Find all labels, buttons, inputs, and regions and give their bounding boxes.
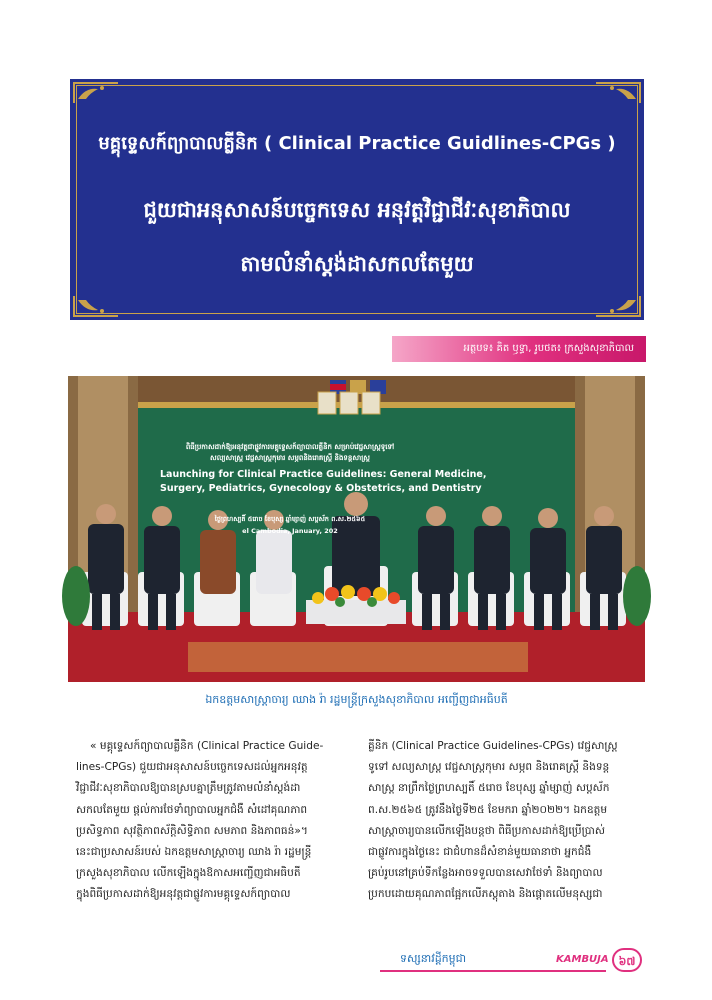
- photo-banner-text: ពិធីប្រកាសដាក់ឱ្យអនុវត្តជាផ្លូវការមគ្គុទ្ទេសក៍ព្យាបាលគ្លីនិក សម្រាប់វេជ្ជសាស្ត្រទូទៅ: [185, 443, 395, 451]
- paragraph-line: នេះជាប្រសាសន៍របស់ ឯកឧត្តមសាស្ត្រាចារ្យ ឈាង រ៉ា រដ្ឋមន្ត្រី: [76, 846, 312, 859]
- page-title-line-2: ជួយជាអនុសាសន៍បច្ចេកទេស អនុវត្តវិជ្ជាជីវៈសុខាភិបាល: [143, 198, 571, 222]
- paragraph-line: គ្លីនិក (Clinical Practice Guidelines-CPGs) វេជ្ជសាស្ត្រ: [368, 740, 618, 752]
- body-column-left: [76, 736, 346, 906]
- photo-banner-text: el Cambodia, January, 202: [242, 527, 338, 535]
- paragraph-line: វិជ្ជាជីវៈសុខាភិបាលឱ្យបានស្របគ្នាត្រឹមត្រូវតាមលំនាំស្តង់ដា: [76, 782, 301, 795]
- photo-caption: ឯកឧត្តមសាស្ត្រាចារ្យ ឈាង រ៉ា រដ្ឋមន្ត្រីក្រសួងសុខាភិបាល អញ្ជើញជាអធិបតី: [205, 693, 508, 706]
- ornament-corner-icon: [594, 81, 642, 105]
- paragraph-line: ប្រកបដោយគុណភាពផ្អែកលើភស្តុតាង និងផ្តោតលើមនុស្សជា: [368, 888, 603, 901]
- ornament-corner-icon: [72, 81, 120, 105]
- page-title-line-3: តាមលំនាំស្តង់ដាសកលតែមួយ: [240, 252, 474, 276]
- page-number: ៦៧: [612, 948, 642, 972]
- body-column-right: [368, 736, 638, 906]
- paragraph-line: ទូទៅ សល្យសាស្ត្រ វេជ្ជសាស្ត្រកុមារ សម្ភព និងរោគស្ត្រី និងទន្ត: [368, 761, 610, 774]
- ornament-corner-icon: [594, 294, 642, 318]
- paragraph-line: ជាផ្លូវការក្នុងថ្ងៃនេះ ជាជំហានដ៏សំខាន់មួយធានាថា អ្នកជំងឺ: [368, 846, 592, 859]
- footer-divider: [380, 970, 606, 972]
- title-banner: [70, 79, 644, 320]
- photo-banner-text: Surgery, Pediatrics, Gynecology & Obstetrics, and Dentistry: [160, 483, 482, 494]
- paragraph-line: សាស្ត្រ នាព្រឹកថ្ងៃព្រហស្បតិ៍ ៥រោច ខែបុស្ស ឆ្នាំម្សាញ់ សប្តស័ក: [368, 782, 610, 795]
- paragraph-line: សកលតែមួយ ផ្តល់ការថែទាំព្យាបាលអ្នកជំងឺ សំដៅគុណភាព: [76, 803, 308, 816]
- byline: អត្ថបទ៖ គិត ឫទ្ធា, រូបថត៖ ក្រសួងសុខាភិបាល: [392, 336, 646, 362]
- photo-banner-text: សល្យសាស្ត្រ វេជ្ជសាស្ត្រកុមារ សម្ភពនិងរោគស្ត្រី និងទន្តសាស្ត្រ: [210, 454, 370, 462]
- paragraph-line: lines-CPGs) ជួយជាអនុសាសន៍បច្ចេកទេសដល់អ្នកអនុវត្ត: [76, 761, 308, 774]
- magazine-name: ទស្សនាវដ្តីកម្ពុជា: [400, 952, 467, 965]
- paragraph-line: ប្រសិទ្ធភាព សុវត្ថិភាពស័ក្តិសិទ្ធិភាព សមភាព និងភាពធន់»។: [76, 824, 308, 837]
- paragraph-line: ព.ស.២៥៦៥ ត្រូវនឹងថ្ងៃទី២៥ ខែមករា ឆ្នាំ២០២២។ ឯកឧត្តម: [368, 803, 608, 816]
- paragraph-line: ក្រសួងសុខាភិបាល លើកឡើងក្នុងឱកាសអញ្ជើញជាអធិបតី: [76, 867, 301, 880]
- photo-banner-text: សេចក្ដីអបអរសាទរ: [326, 807, 390, 817]
- paragraph-line: គ្រប់រូបនៅគ្រប់ទីកន្លែងអាចទទួលបានសេវាថែទាំ និងព្យាបាល: [368, 867, 603, 880]
- photo-banner-text: Launching for Clinical Practice Guidelines: General Medicine,: [160, 469, 487, 480]
- magazine-brand: KAMBUJA: [556, 954, 609, 965]
- paragraph-line: « មគ្គុទ្ទេសក៍ព្យាបាលគ្លីនិក (Clinical Practice Guide-: [90, 740, 324, 752]
- page-title-line-1: មគ្គុទ្ទេសក៍ព្យាបាលគ្លីនិក ( Clinical Practice Guidlines-CPGs ): [98, 133, 616, 154]
- paragraph-line: សាស្ត្រាចារ្យបានលើកឡើងបន្តថា ពិធីប្រកាសដាក់ឱ្យប្រើប្រាស់: [368, 824, 605, 837]
- photo-banner-text: ថ្ងៃព្រហស្បតិ៍ ៥រោច ខែបុស្ស ឆ្នាំម្សាញ់ សប្តស័ក ព.ស.២៥៦៥: [214, 515, 366, 523]
- paragraph-line: ក្នុងពិធីប្រកាសដាក់ឱ្យអនុវត្តជាផ្លូវការមគ្គុទ្ទេសក៍ព្យាបាល: [76, 888, 291, 901]
- ornament-corner-icon: [72, 294, 120, 318]
